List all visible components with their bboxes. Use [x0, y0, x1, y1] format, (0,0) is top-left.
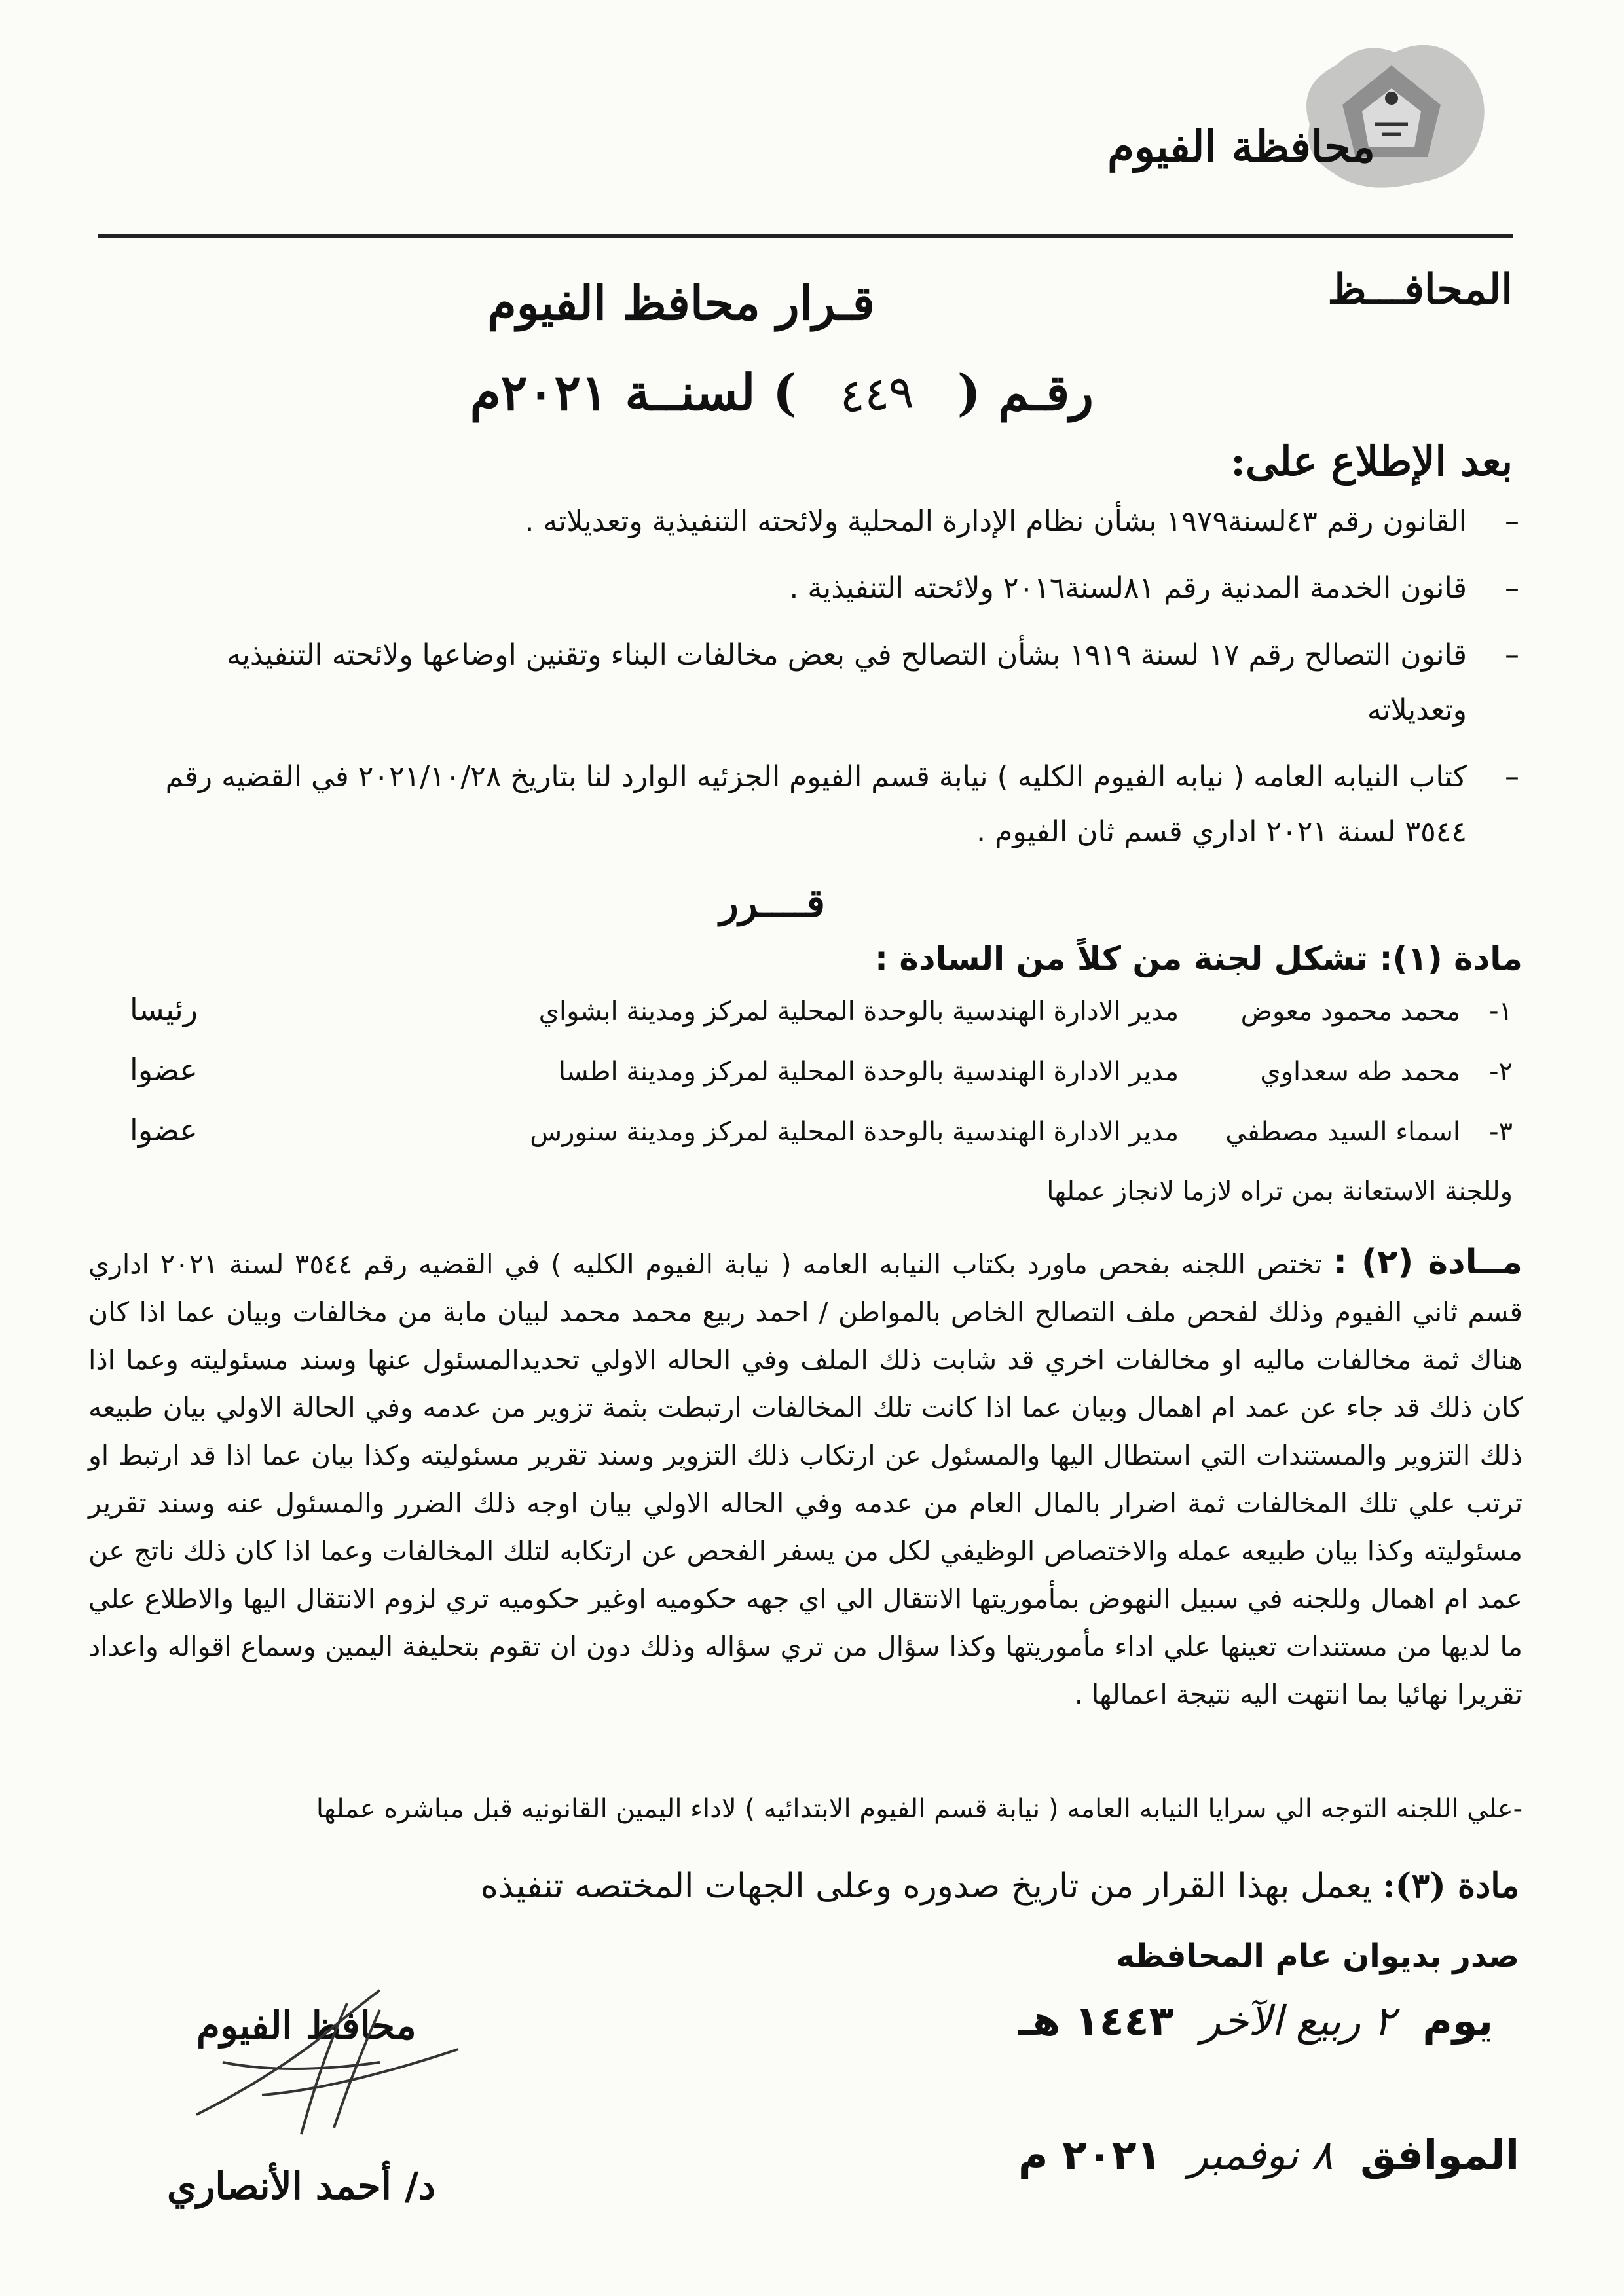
- review-item: – قانون الخدمة المدنية رقم ٨١لسنة٢٠١٦ ولائحته التنفيذية .: [151, 561, 1519, 616]
- member-title: مدير الادارة الهندسية بالوحدة المحلية لمركز ومدينة ابشواي: [538, 996, 1179, 1027]
- member-number: ١-: [1489, 996, 1513, 1027]
- hijri-date-handwritten: ٢ ربيع الآخر: [1201, 1997, 1395, 2045]
- member-role: عضوا: [130, 1052, 198, 1087]
- article-2-note: -علي اللجنه التوجه الي سرايا النيابه العامه ( نيابة قسم الفيوم الابتدائيه ) لاداء اليمين القانونيه قبل مباشره عملها: [316, 1794, 1522, 1824]
- decision-number-prefix: رقـم (: [957, 363, 1094, 422]
- issuance-place: صدر بديوان عام المحافظه: [1116, 1938, 1519, 1975]
- member-row: [105, 1112, 1513, 1173]
- decision-number-suffix: ) لسنــة ٢٠٢١م: [470, 363, 796, 422]
- member-role: عضوا: [130, 1112, 198, 1148]
- member-name: اسماء السيد مصطفي: [1225, 1117, 1460, 1147]
- decision-title: قـرار محافظ الفيوم: [487, 275, 875, 331]
- committee-assistance-note: وللجنة الاستعانة بمن تراه لازما لانجاز عملها: [1046, 1176, 1513, 1207]
- article-2: [88, 1239, 1522, 1719]
- gregorian-date-prefix: الموافق: [1360, 2131, 1519, 2179]
- review-list: [151, 494, 1519, 871]
- gregorian-date: [1018, 2131, 1519, 2179]
- article-3-body: يعمل بهذا القرار من تاريخ صدوره وعلى الجهات المختصه تنفيذه: [480, 1867, 1372, 1906]
- signature-icon: [183, 1964, 471, 2160]
- governorate-emblem-icon: [1283, 26, 1500, 203]
- review-heading: بعد الإطلاع على:: [1230, 437, 1513, 485]
- header-divider: [98, 234, 1513, 238]
- signatory-title: محافظ الفيوم: [196, 2003, 416, 2048]
- gregorian-date-handwritten: ٨ نوفمبر: [1188, 2131, 1333, 2179]
- member-role: رئيسا: [130, 992, 198, 1027]
- decision-number: [470, 363, 1094, 422]
- hijri-date-prefix: يوم: [1422, 1997, 1493, 2045]
- hijri-date: [1018, 1997, 1493, 2045]
- decision-number-handwritten: ٤٤٩: [838, 365, 915, 424]
- member-number: ٣-: [1489, 1117, 1513, 1147]
- signatory-name: د/ أحمد الأنصاري: [167, 2164, 436, 2208]
- review-item: – القانون رقم ٤٣لسنة١٩٧٩ بشأن نظام الإدارة المحلية ولائحته التنفيذية وتعديلاته .: [151, 494, 1519, 549]
- decides-heading: قــــرر: [719, 881, 825, 926]
- committee-members: [105, 992, 1513, 1173]
- article-1-heading: مادة (١): تشكل لجنة من كلاً من السادة :: [875, 939, 1522, 977]
- review-item: – كتاب النيابه العامه ( نيابه الفيوم الكليه ) نيابة قسم الفيوم الجزئيه الوارد لنا بتاريخ ٢٠٢١/١٠/٢٨ في القضيه رقم ٣٥٤٤ لسنة ٢٠٢١ اداري قسم ثان الفيوم .: [151, 750, 1519, 860]
- gregorian-year: ٢٠٢١ م: [1018, 2131, 1162, 2179]
- article-2-body: تختص اللجنه بفحص ماورد بكتاب النيابه العامه ( نيابة الفيوم الكليه ) في القضيه رقم ٣٥٤٤ لسنة ٢٠٢١ اداري قسم ثاني الفيوم وذلك لفحص ملف التصالح الخاص بالمواطن / احمد ربيع محمد محمد لبيان مابة من مخالفات وبيان عما اذا كان هناك ثمة مخالفات ماليه او مخالفات اخري قد شابت ذلك الملف وفي الحاله الاولي تحديدالمسئول عنها وسند مسئوليته وعما اذا كان ذلك قد جاء عن عمد ام اهمال وبيان عما اذا كانت تلك المخالفات ارتبطت بثمة تزوير من عدمه وفي الحالة الاولي بيان طبيعه ذلك التزوير والمستندات التي استطال اليها والمسئول عن ارتكاب ذلك التزوير وسند تقرير مسئوليته وكذا بيان عما اذا قد ارتبط او ترتب علي تلك المخالفات ثمة اضرار بالمال العام من عدمه وفي الحاله الاولي بيان اوجه ذلك الضرر والمسئول عنه وسند تقرير مسئوليته وكذا بيان طبيعه عمله والاختصاص الوظيفي لكل من يسفر الفحص عن ارتكابه لتلك المخالفات وعما اذا كان ذلك ناتج عن عمد ام اهمال وللجنه في سبيل النهوض بمأموريتها الانتقال الي اي جهه حكوميه اوغير حكوميه تري لزوم الانتقال اليها والاطلاع علي ما لديها من مستندات تعينها علي اداء مأموريتها وكذا سؤال من تري سؤاله وذلك دون ان تقوم بتحليفة اليمين وسماع اقواله واعداد تقريرا نهائيا بما انتهت اليه نتيجة اعمالها .: [88, 1248, 1522, 1710]
- article-3: [85, 1866, 1519, 1906]
- hijri-year: ١٤٤٣ هـ: [1018, 1997, 1174, 2045]
- member-title: مدير الادارة الهندسية بالوحدة المحلية لمركز ومدينة سنورس: [530, 1117, 1179, 1147]
- governorate-name: محافظة الفيوم: [1107, 121, 1375, 172]
- member-row: [105, 992, 1513, 1052]
- member-number: ٢-: [1489, 1057, 1513, 1087]
- member-title: مدير الادارة الهندسية بالوحدة المحلية لمركز ومدينة اطسا: [558, 1057, 1179, 1087]
- office-label: المحافـــظ: [1327, 265, 1513, 314]
- article-2-label: مــادة (٢) :: [1333, 1243, 1522, 1282]
- member-row: [105, 1052, 1513, 1112]
- member-name: محمد طه سعداوي: [1260, 1057, 1460, 1087]
- article-3-label: مادة (٣):: [1382, 1866, 1519, 1906]
- review-item: – قانون التصالح رقم ١٧ لسنة ١٩١٩ بشأن التصالح في بعض مخالفات البناء وتقنين اوضاعها ولائحته التنفيذيه وتعديلاته: [151, 628, 1519, 738]
- member-name: محمد محمود معوض: [1240, 996, 1460, 1027]
